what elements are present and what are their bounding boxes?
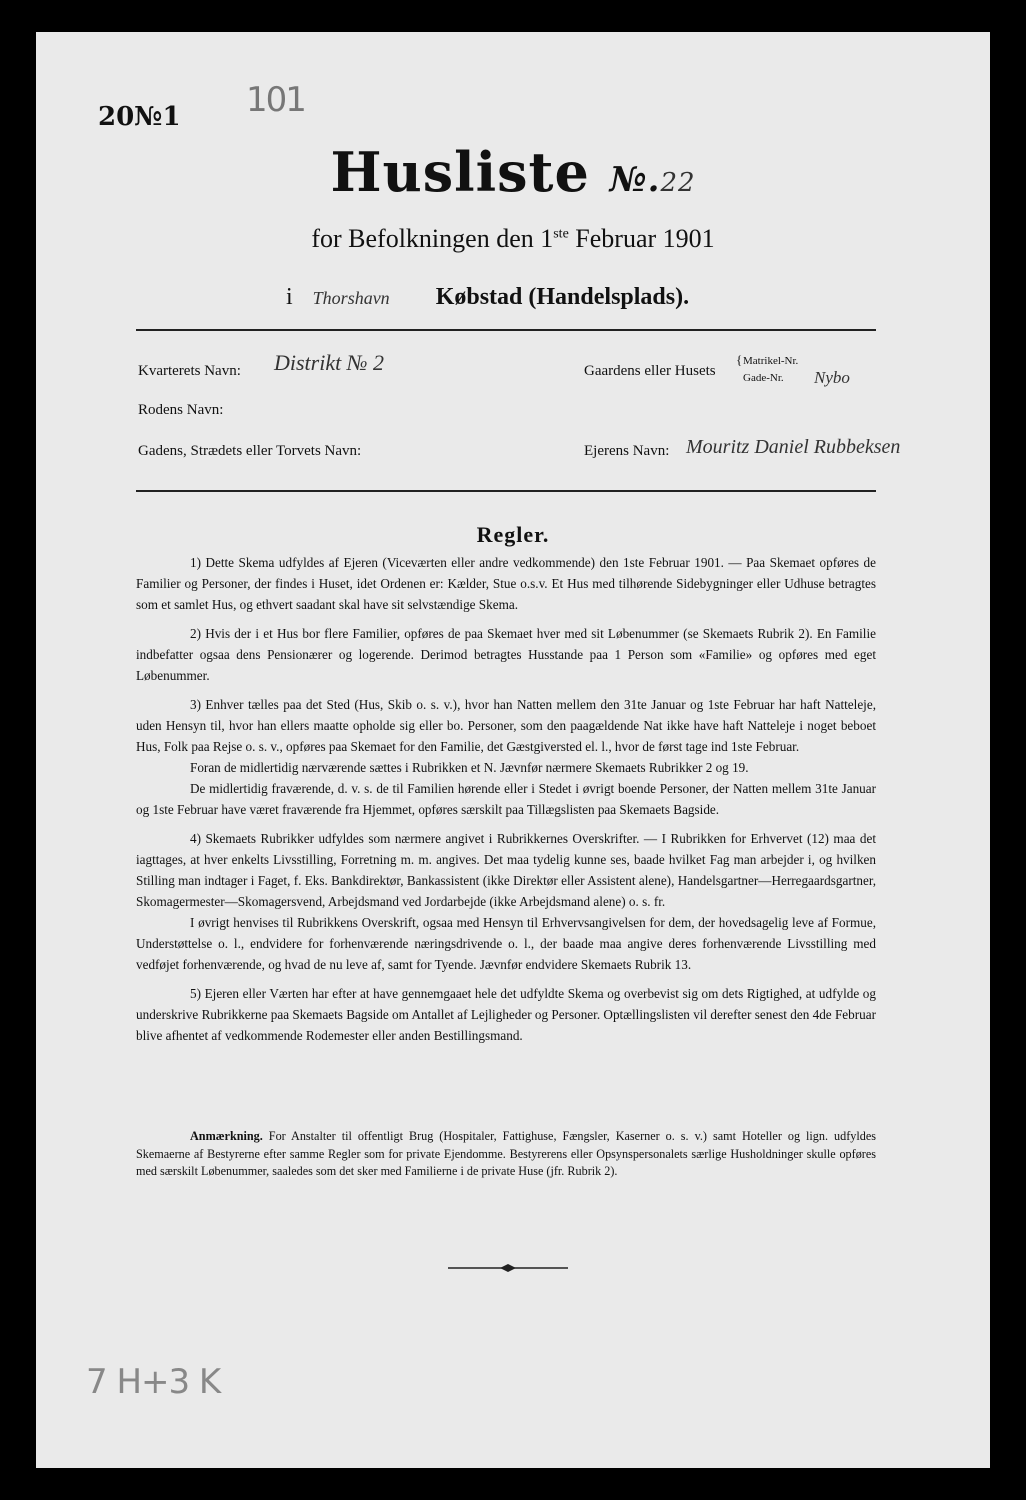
- rode-label: Rodens Navn:: [138, 402, 224, 418]
- gade-label: Gadens, Strædets eller Torvets Navn:: [138, 443, 362, 459]
- subtitle-sup: ste: [553, 226, 569, 242]
- rules-section: [136, 552, 876, 1054]
- rule-4: 4) Skemaets Rubrikker udfyldes som nærmere angivet i Rubrikkernes Overskrifter. — I Rubrikken for Erhvervet (12) maa det iagttages, at hver enkelts Livsstilling, Forretning m. m. angives. Det maa tydelig kunne ses, baade hvilket Fag man arbejder i, og hvilken Stilling man indtager i Faget, f. Eks. Bankdirektør, Bankassistent (ikke Direktør eller Assistent alene), Handelsgartner—Herregaardsgartner, Skomagermester—Skomagersvend, Arbejdsmand ved Jordarbejde (ikke Arbejdsmand alene) o. s. fr.: [136, 831, 876, 909]
- subtitle-pre: for Befolkningen den 1: [311, 224, 554, 253]
- gaard-label: Gaardens eller Husets: [584, 363, 716, 379]
- note-text: For Anstalter til offentligt Brug (Hospitaler, Fattighuse, Fængsler, Kaserner o. s. v.) samt Hoteller og lign. udfyldes Skemaerne af Bestyrerne efter samme Regler som for private Ejendomme. Bestyrerens eller Opsynspersonalets særlige Husholdninger skulle opføres med særskilt Løbenummer, saaledes som det sker med Familierne i de private Huse (jfr. Rubrik 2).: [136, 1129, 876, 1178]
- ejer-value: Mouritz Daniel Rubbeksen: [686, 436, 901, 458]
- subtitle-post: Februar 1901: [575, 224, 715, 253]
- census-form-page: [36, 32, 990, 1468]
- pencil-annotation-top: 101: [246, 80, 305, 120]
- rule-5: 5) Ejeren eller Værten har efter at have gennemgaaet hele det udfyldte Skema og overbevist sig om dets Rigtighed, at udfylde og underskrive Rubrikkerne paa Skemaets Bagside om Antallet af Lejligheder og Personer. Optællingslisten vil derefter senest den 4de Februar blive afhentet af vedkommende Rodemester eller anden Bestillingsmand.: [136, 986, 876, 1043]
- brace: {: [736, 352, 743, 367]
- rule-4-cont: I øvrigt henvises til Rubrikkens Overskrift, ogsaa med Hensyn til Erhvervsangivelsen for dem, der hovedsagelig leve af Formue, Understøttelse o. l., endvidere for forhenværende næringsdrivende o. l., der baade maa angive deres forhenværende Livsstilling med vedføjet forhenværende, og hvad de nu leve af, samt for Tyende. Jævnfør endvidere Skemaets Rubrik 13.: [136, 915, 876, 972]
- rule-1: 1) Dette Skema udfyldes af Ejeren (Viceværten eller andre vedkommende) den 1ste Februar 1901. — Paa Skemaet opføres de Familier og Personer, der findes i Huset, idet Ordenen er: Kælder, Stue o.s.v. Et Hus med tilhørende Sidebygninger eller Udhuse betragtes som et samlet Hus, og ethvert saadant skal have sit selvstændige Skema.: [136, 555, 876, 612]
- archive-stamp: 20№1: [98, 102, 181, 132]
- note-label: Anmærkning.: [190, 1129, 263, 1143]
- town-prefix: i: [286, 284, 293, 310]
- handwritten-town: Thorshavn: [312, 288, 390, 308]
- town-type-alt: (Handelsplads).: [528, 284, 690, 310]
- ornament-divider: [448, 1262, 568, 1274]
- number-prefix: №.: [609, 160, 661, 200]
- town-type: Købstad: [435, 284, 523, 310]
- kvarter-label: Kvarterets Navn:: [138, 363, 241, 379]
- rules-title: Regler.: [476, 522, 550, 547]
- subtitle-town: [286, 284, 689, 311]
- subtitle-date: [36, 224, 990, 254]
- ejer-label: Ejerens Navn:: [584, 443, 670, 459]
- title-text: Husliste: [330, 140, 590, 204]
- annotation-note: [136, 1128, 876, 1181]
- rule-3-cont-b: De midlertidig fraværende, d. v. s. de til Familien hørende eller i Stedet i øvrigt boende Personer, der Natten mellem 31te Januar og 1ste Februar have været fraværende fra Hjemmet, opføres særskilt paa Tillægslisten paa Skemaets Bagside.: [136, 781, 876, 817]
- pencil-annotation-bottom: 7 H+3 K: [86, 1362, 221, 1402]
- top-divider: [136, 329, 876, 331]
- kvarter-value: Distrikt № 2: [274, 350, 384, 375]
- gade-nr-label: Gade-Nr.: [743, 372, 784, 384]
- mid-divider: [136, 490, 876, 492]
- rule-3-cont-a: Foran de midlertidig nærværende sættes i Rubrikken et N. Jævnfør nærmere Skemaets Rubrikker 2 og 19.: [190, 760, 749, 775]
- rule-3: 3) Enhver tælles paa det Sted (Hus, Skib o. s. v.), hvor han Natten mellem den 31te Januar og 1ste Februar har haft Natteleje, uden Hensyn til, hvor han ellers maatte opholde sig eller bo. Personer, som den paagældende Nat ikke have haft Natteleje i noget beboet Hus, Folk paa Rejse o. s. v., opføres paa Skemaet for den Familie, det Gæstgiversted el. l., hvor de først tage ind 1ste Februar.: [136, 697, 876, 754]
- matrikel-label: Matrikel-Nr.: [743, 355, 799, 367]
- gade-nr-value: Nybo: [814, 368, 850, 387]
- form-title: [36, 140, 990, 204]
- handwritten-number: 22: [660, 168, 696, 198]
- rule-2: 2) Hvis der i et Hus bor flere Familier, opføres de paa Skemaet hver med sit Løbenummer (se Skemaets Rubrik 2). En Familie indbefatter ogsaa dens Pensionærer og logerende. Derimod betragtes Husstande paa 1 Person som «Familie» og opføres med eget Løbenummer.: [136, 626, 876, 683]
